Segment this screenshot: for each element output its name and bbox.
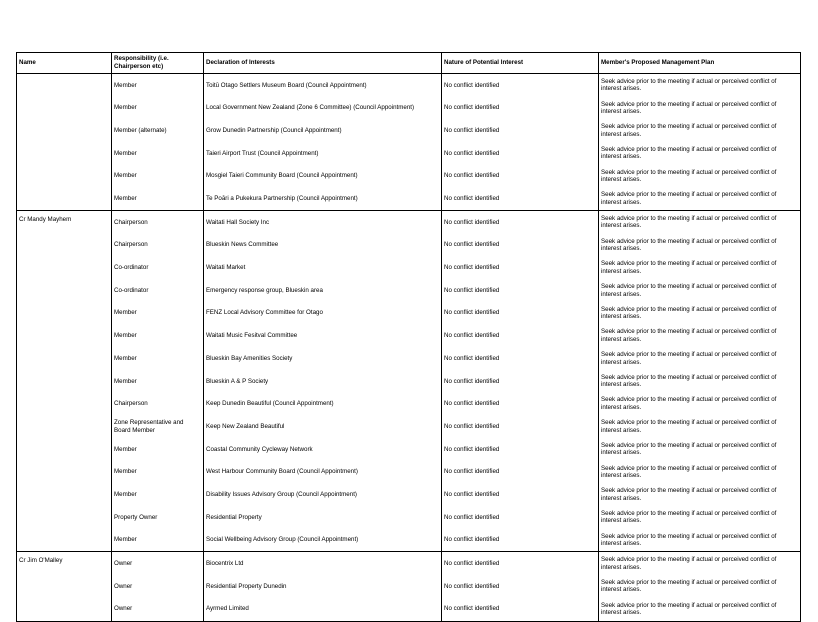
cell-responsibility: Member xyxy=(112,438,204,461)
table-row xyxy=(17,142,801,165)
cell-responsibility: Member xyxy=(112,302,204,325)
cell-responsibility: Owner xyxy=(112,598,204,621)
cell-nature: No conflict identified xyxy=(442,393,599,416)
cell-declaration: Waitati Hall Society Inc xyxy=(204,211,442,234)
cell-name xyxy=(17,325,112,348)
cell-responsibility: Chairperson xyxy=(112,393,204,416)
cell-name xyxy=(17,461,112,484)
cell-plan: Seek advice prior to the meeting if actual or perceived conflict of interest arises. xyxy=(599,461,801,484)
cell-name xyxy=(17,142,112,165)
interests-register-table xyxy=(16,52,801,622)
table-row xyxy=(17,575,801,598)
cell-name xyxy=(17,234,112,257)
cell-plan: Seek advice prior to the meeting if actual or perceived conflict of interest arises. xyxy=(599,97,801,120)
table-row xyxy=(17,234,801,257)
cell-declaration: Blueskin A & P Society xyxy=(204,370,442,393)
cell-responsibility: Chairperson xyxy=(112,211,204,234)
cell-name xyxy=(17,483,112,506)
cell-declaration: Mosgiel Taieri Community Board (Council Appointment) xyxy=(204,165,442,188)
cell-declaration: Biocentrix Ltd xyxy=(204,552,442,575)
cell-responsibility: Zone Representative and Board Member xyxy=(112,415,204,438)
cell-name xyxy=(17,598,112,621)
table-row xyxy=(17,370,801,393)
table-row xyxy=(17,438,801,461)
cell-nature: No conflict identified xyxy=(442,302,599,325)
cell-plan: Seek advice prior to the meeting if actual or perceived conflict of interest arises. xyxy=(599,165,801,188)
cell-plan: Seek advice prior to the meeting if actual or perceived conflict of interest arises. xyxy=(599,211,801,234)
cell-responsibility: Member xyxy=(112,483,204,506)
table-row xyxy=(17,347,801,370)
cell-nature: No conflict identified xyxy=(442,119,599,142)
cell-plan: Seek advice prior to the meeting if actual or perceived conflict of interest arises. xyxy=(599,279,801,302)
table-row xyxy=(17,119,801,142)
cell-nature: No conflict identified xyxy=(442,370,599,393)
cell-plan: Seek advice prior to the meeting if actual or perceived conflict of interest arises. xyxy=(599,552,801,575)
cell-responsibility: Member xyxy=(112,529,204,552)
cell-name xyxy=(17,415,112,438)
cell-name xyxy=(17,370,112,393)
cell-plan: Seek advice prior to the meeting if actual or perceived conflict of interest arises. xyxy=(599,119,801,142)
cell-plan: Seek advice prior to the meeting if actual or perceived conflict of interest arises. xyxy=(599,142,801,165)
cell-name xyxy=(17,97,112,120)
cell-declaration: Ayrmed Limited xyxy=(204,598,442,621)
table-row xyxy=(17,211,801,234)
cell-name xyxy=(17,257,112,280)
header-responsibility: Responsibility (i.e. Chairperson etc) xyxy=(112,53,204,74)
cell-nature: No conflict identified xyxy=(442,438,599,461)
table-row xyxy=(17,506,801,529)
cell-declaration: Waitati Music Fesitval Committee xyxy=(204,325,442,348)
cell-name xyxy=(17,575,112,598)
table-row xyxy=(17,165,801,188)
cell-declaration: Emergency response group, Blueskin area xyxy=(204,279,442,302)
cell-plan: Seek advice prior to the meeting if actual or perceived conflict of interest arises. xyxy=(599,393,801,416)
cell-declaration: Grow Dunedin Partnership (Council Appointment) xyxy=(204,119,442,142)
cell-plan: Seek advice prior to the meeting if actual or perceived conflict of interest arises. xyxy=(599,370,801,393)
cell-declaration: Coastal Community Cycleway Network xyxy=(204,438,442,461)
cell-responsibility: Chairperson xyxy=(112,234,204,257)
table-row xyxy=(17,257,801,280)
cell-responsibility: Member xyxy=(112,97,204,120)
cell-nature: No conflict identified xyxy=(442,74,599,97)
cell-responsibility: Member xyxy=(112,461,204,484)
cell-nature: No conflict identified xyxy=(442,325,599,348)
cell-declaration: Te Poāri a Pukekura Partnership (Council Appointment) xyxy=(204,187,442,210)
header-declaration: Declaration of Interests xyxy=(204,53,442,74)
table-row xyxy=(17,97,801,120)
cell-nature: No conflict identified xyxy=(442,461,599,484)
cell-name xyxy=(17,347,112,370)
cell-nature: No conflict identified xyxy=(442,598,599,621)
cell-plan: Seek advice prior to the meeting if actual or perceived conflict of interest arises. xyxy=(599,347,801,370)
cell-nature: No conflict identified xyxy=(442,211,599,234)
cell-name xyxy=(17,393,112,416)
cell-name xyxy=(17,302,112,325)
cell-plan: Seek advice prior to the meeting if actual or perceived conflict of interest arises. xyxy=(599,529,801,552)
cell-nature: No conflict identified xyxy=(442,347,599,370)
cell-declaration: Blueskin News Committee xyxy=(204,234,442,257)
cell-plan: Seek advice prior to the meeting if actual or perceived conflict of interest arises. xyxy=(599,234,801,257)
cell-responsibility: Member xyxy=(112,325,204,348)
cell-name xyxy=(17,74,112,97)
cell-responsibility: Member xyxy=(112,142,204,165)
table-row xyxy=(17,461,801,484)
cell-name xyxy=(17,438,112,461)
cell-plan: Seek advice prior to the meeting if actual or perceived conflict of interest arises. xyxy=(599,325,801,348)
cell-nature: No conflict identified xyxy=(442,415,599,438)
table-row xyxy=(17,74,801,97)
cell-responsibility: Member xyxy=(112,74,204,97)
table-row xyxy=(17,325,801,348)
cell-declaration: Residential Property xyxy=(204,506,442,529)
cell-nature: No conflict identified xyxy=(442,552,599,575)
cell-name xyxy=(17,279,112,302)
cell-declaration: Social Wellbeing Advisory Group (Council Appointment) xyxy=(204,529,442,552)
cell-plan: Seek advice prior to the meeting if actual or perceived conflict of interest arises. xyxy=(599,187,801,210)
table-row xyxy=(17,279,801,302)
cell-nature: No conflict identified xyxy=(442,234,599,257)
cell-plan: Seek advice prior to the meeting if actual or perceived conflict of interest arises. xyxy=(599,575,801,598)
cell-declaration: Blueskin Bay Amenities Society xyxy=(204,347,442,370)
cell-declaration: Keep Dunedin Beautiful (Council Appointment) xyxy=(204,393,442,416)
cell-plan: Seek advice prior to the meeting if actual or perceived conflict of interest arises. xyxy=(599,598,801,621)
cell-declaration: FENZ Local Advisory Committee for Otago xyxy=(204,302,442,325)
cell-declaration: Local Government New Zealand (Zone 6 Committee) (Council Appointment) xyxy=(204,97,442,120)
cell-responsibility: Member xyxy=(112,187,204,210)
table-row xyxy=(17,598,801,621)
cell-plan: Seek advice prior to the meeting if actual or perceived conflict of interest arises. xyxy=(599,483,801,506)
table-row xyxy=(17,187,801,210)
cell-declaration: West Harbour Community Board (Council Appointment) xyxy=(204,461,442,484)
cell-nature: No conflict identified xyxy=(442,257,599,280)
cell-responsibility: Property Owner xyxy=(112,506,204,529)
cell-plan: Seek advice prior to the meeting if actual or perceived conflict of interest arises. xyxy=(599,257,801,280)
cell-plan: Seek advice prior to the meeting if actual or perceived conflict of interest arises. xyxy=(599,438,801,461)
cell-nature: No conflict identified xyxy=(442,529,599,552)
header-name: Name xyxy=(17,53,112,74)
cell-plan: Seek advice prior to the meeting if actual or perceived conflict of interest arises. xyxy=(599,302,801,325)
cell-responsibility: Co-ordinator xyxy=(112,279,204,302)
header-nature: Nature of Potential Interest xyxy=(442,53,599,74)
cell-declaration: Waitati Market xyxy=(204,257,442,280)
cell-nature: No conflict identified xyxy=(442,575,599,598)
cell-nature: No conflict identified xyxy=(442,279,599,302)
table-row xyxy=(17,552,801,575)
table-row xyxy=(17,302,801,325)
cell-declaration: Keep New Zealand Beautiful xyxy=(204,415,442,438)
cell-name xyxy=(17,187,112,210)
cell-name: Cr Mandy Mayhem xyxy=(17,211,112,234)
cell-responsibility: Member xyxy=(112,370,204,393)
cell-responsibility: Member xyxy=(112,165,204,188)
cell-nature: No conflict identified xyxy=(442,97,599,120)
cell-plan: Seek advice prior to the meeting if actual or perceived conflict of interest arises. xyxy=(599,506,801,529)
cell-nature: No conflict identified xyxy=(442,142,599,165)
cell-nature: No conflict identified xyxy=(442,483,599,506)
cell-declaration: Toitū Otago Settlers Museum Board (Council Appointment) xyxy=(204,74,442,97)
cell-responsibility: Owner xyxy=(112,552,204,575)
cell-nature: No conflict identified xyxy=(442,187,599,210)
cell-responsibility: Co-ordinator xyxy=(112,257,204,280)
cell-name xyxy=(17,529,112,552)
cell-name xyxy=(17,165,112,188)
cell-plan: Seek advice prior to the meeting if actual or perceived conflict of interest arises. xyxy=(599,74,801,97)
cell-declaration: Disability Issues Advisory Group (Council Appointment) xyxy=(204,483,442,506)
table-row xyxy=(17,529,801,552)
table-row xyxy=(17,393,801,416)
cell-plan: Seek advice prior to the meeting if actual or perceived conflict of interest arises. xyxy=(599,415,801,438)
cell-name xyxy=(17,119,112,142)
cell-responsibility: Member xyxy=(112,347,204,370)
cell-nature: No conflict identified xyxy=(442,165,599,188)
cell-name xyxy=(17,506,112,529)
table-row xyxy=(17,483,801,506)
cell-declaration: Residential Property Dunedin xyxy=(204,575,442,598)
cell-name: Cr Jim O'Malley xyxy=(17,552,112,575)
header-plan: Member's Proposed Management Plan xyxy=(599,53,801,74)
table-header-row xyxy=(17,53,801,74)
table-row xyxy=(17,415,801,438)
cell-responsibility: Owner xyxy=(112,575,204,598)
cell-responsibility: Member (alternate) xyxy=(112,119,204,142)
cell-declaration: Taieri Airport Trust (Council Appointment) xyxy=(204,142,442,165)
cell-nature: No conflict identified xyxy=(442,506,599,529)
